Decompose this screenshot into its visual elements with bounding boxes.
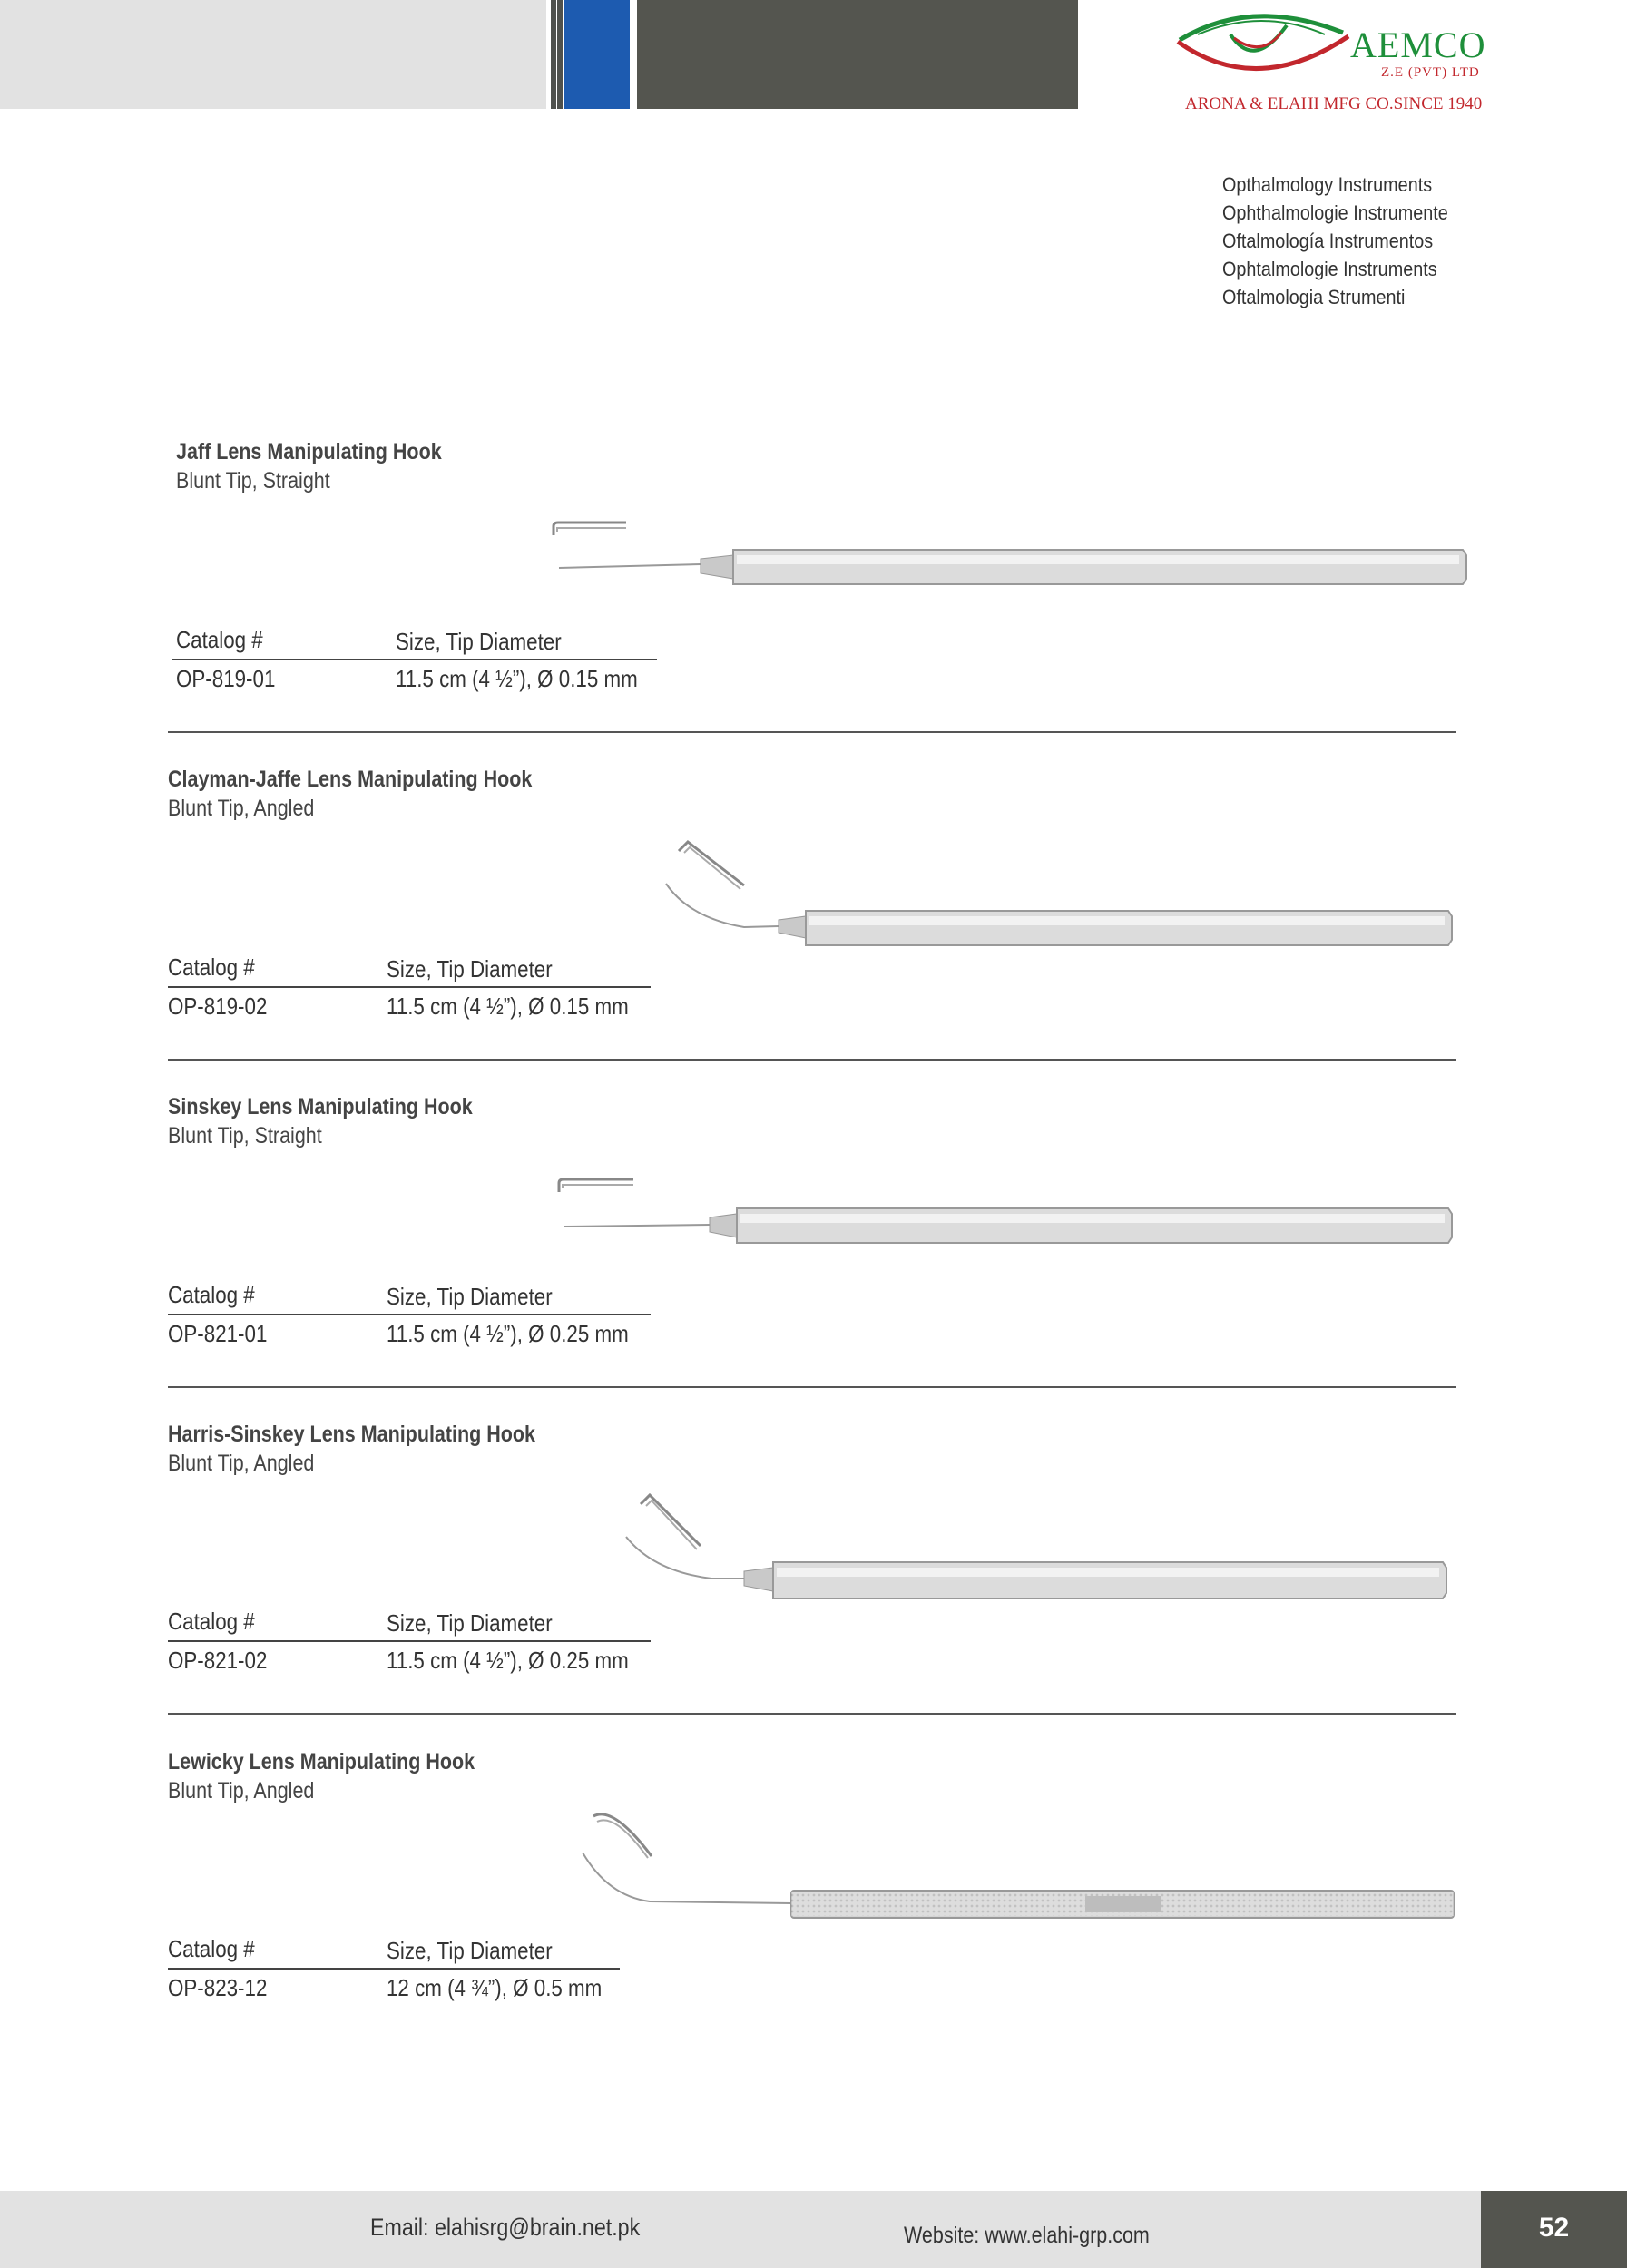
product-subtitle: Blunt Tip, Straight bbox=[176, 468, 330, 494]
language-line: Oftalmologia Strumenti bbox=[1222, 286, 1406, 308]
table-rule bbox=[168, 1314, 651, 1315]
footer-email[interactable]: Email: elahisrg@brain.net.pk bbox=[370, 2214, 641, 2241]
company-tagline: ARONA & ELAHI MFG CO.SINCE 1940 bbox=[1185, 94, 1483, 113]
section-divider bbox=[168, 1386, 1456, 1388]
catalog-number: OP-821-01 bbox=[168, 1320, 268, 1347]
size-value: 11.5 cm (4 ½”), Ø 0.15 mm bbox=[396, 665, 638, 692]
catalog-header: Catalog # bbox=[168, 1281, 255, 1308]
table-rule bbox=[168, 1968, 620, 1970]
catalog-number: OP-821-02 bbox=[168, 1647, 268, 1674]
size-value: 12 cm (4 ¾”), Ø 0.5 mm bbox=[387, 1974, 603, 2001]
table-rule bbox=[172, 659, 657, 660]
company-logo bbox=[1171, 7, 1497, 116]
catalog-header: Catalog # bbox=[168, 1935, 255, 1962]
section-divider bbox=[168, 1713, 1456, 1715]
size-value: 11.5 cm (4 ½”), Ø 0.15 mm bbox=[387, 992, 629, 1020]
header-bar-stripe bbox=[557, 0, 563, 109]
product-title: Jaff Lens Manipulating Hook bbox=[176, 439, 442, 464]
size-value: 11.5 cm (4 ½”), Ø 0.25 mm bbox=[387, 1647, 629, 1674]
language-line: Ophthalmologie Instrumente bbox=[1222, 201, 1448, 224]
category-languages bbox=[1222, 171, 1473, 311]
size-value: 11.5 cm (4 ½”), Ø 0.25 mm bbox=[387, 1320, 629, 1347]
language-line: Opthalmology Instruments bbox=[1222, 173, 1433, 196]
language-line: Ophtalmologie Instruments bbox=[1222, 258, 1437, 280]
instrument-image bbox=[577, 1805, 1466, 1932]
product-subtitle: Blunt Tip, Angled bbox=[168, 1451, 315, 1476]
section-divider bbox=[168, 1059, 1456, 1061]
page-number: 52 bbox=[1538, 2213, 1570, 2243]
page-number-box bbox=[1481, 2191, 1627, 2268]
header-bar-light bbox=[0, 0, 546, 109]
footer-bar bbox=[0, 2191, 1481, 2268]
product-subtitle: Blunt Tip, Straight bbox=[168, 1123, 322, 1149]
product-title: Clayman-Jaffe Lens Manipulating Hook bbox=[168, 767, 533, 792]
table-rule bbox=[168, 986, 651, 988]
size-header: Size, Tip Diameter bbox=[396, 628, 562, 655]
header-bar-blue bbox=[564, 0, 630, 109]
section-divider bbox=[168, 731, 1456, 733]
product-title: Lewicky Lens Manipulating Hook bbox=[168, 1749, 475, 1774]
instrument-image bbox=[617, 1484, 1465, 1602]
product-subtitle: Blunt Tip, Angled bbox=[168, 1778, 315, 1804]
company-subtitle: Z.E (PVT) LTD bbox=[1381, 65, 1480, 80]
header-bar-dark bbox=[637, 0, 1078, 109]
instrument-image bbox=[544, 508, 1470, 599]
size-header: Size, Tip Diameter bbox=[387, 1609, 553, 1637]
catalog-header: Catalog # bbox=[176, 626, 263, 653]
catalog-number: OP-819-01 bbox=[176, 665, 276, 692]
size-header: Size, Tip Diameter bbox=[387, 955, 553, 982]
catalog-header: Catalog # bbox=[168, 953, 255, 981]
catalog-number: OP-819-02 bbox=[168, 992, 268, 1020]
footer-website[interactable]: Website: www.elahi-grp.com bbox=[904, 2223, 1150, 2248]
instrument-image bbox=[550, 1161, 1466, 1252]
language-line: Oftalmología Instrumentos bbox=[1222, 230, 1434, 252]
logo-eye-icon bbox=[1171, 7, 1352, 89]
header-bar-stripe bbox=[551, 0, 556, 109]
size-header: Size, Tip Diameter bbox=[387, 1937, 553, 1964]
instrument-image bbox=[653, 831, 1470, 949]
catalog-number: OP-823-12 bbox=[168, 1974, 268, 2001]
product-subtitle: Blunt Tip, Angled bbox=[168, 796, 315, 821]
table-rule bbox=[168, 1640, 651, 1642]
product-title: Sinskey Lens Manipulating Hook bbox=[168, 1094, 473, 1119]
size-header: Size, Tip Diameter bbox=[387, 1283, 553, 1310]
company-name: AEMCO bbox=[1350, 24, 1486, 65]
product-title: Harris-Sinskey Lens Manipulating Hook bbox=[168, 1422, 536, 1447]
catalog-header: Catalog # bbox=[168, 1608, 255, 1635]
